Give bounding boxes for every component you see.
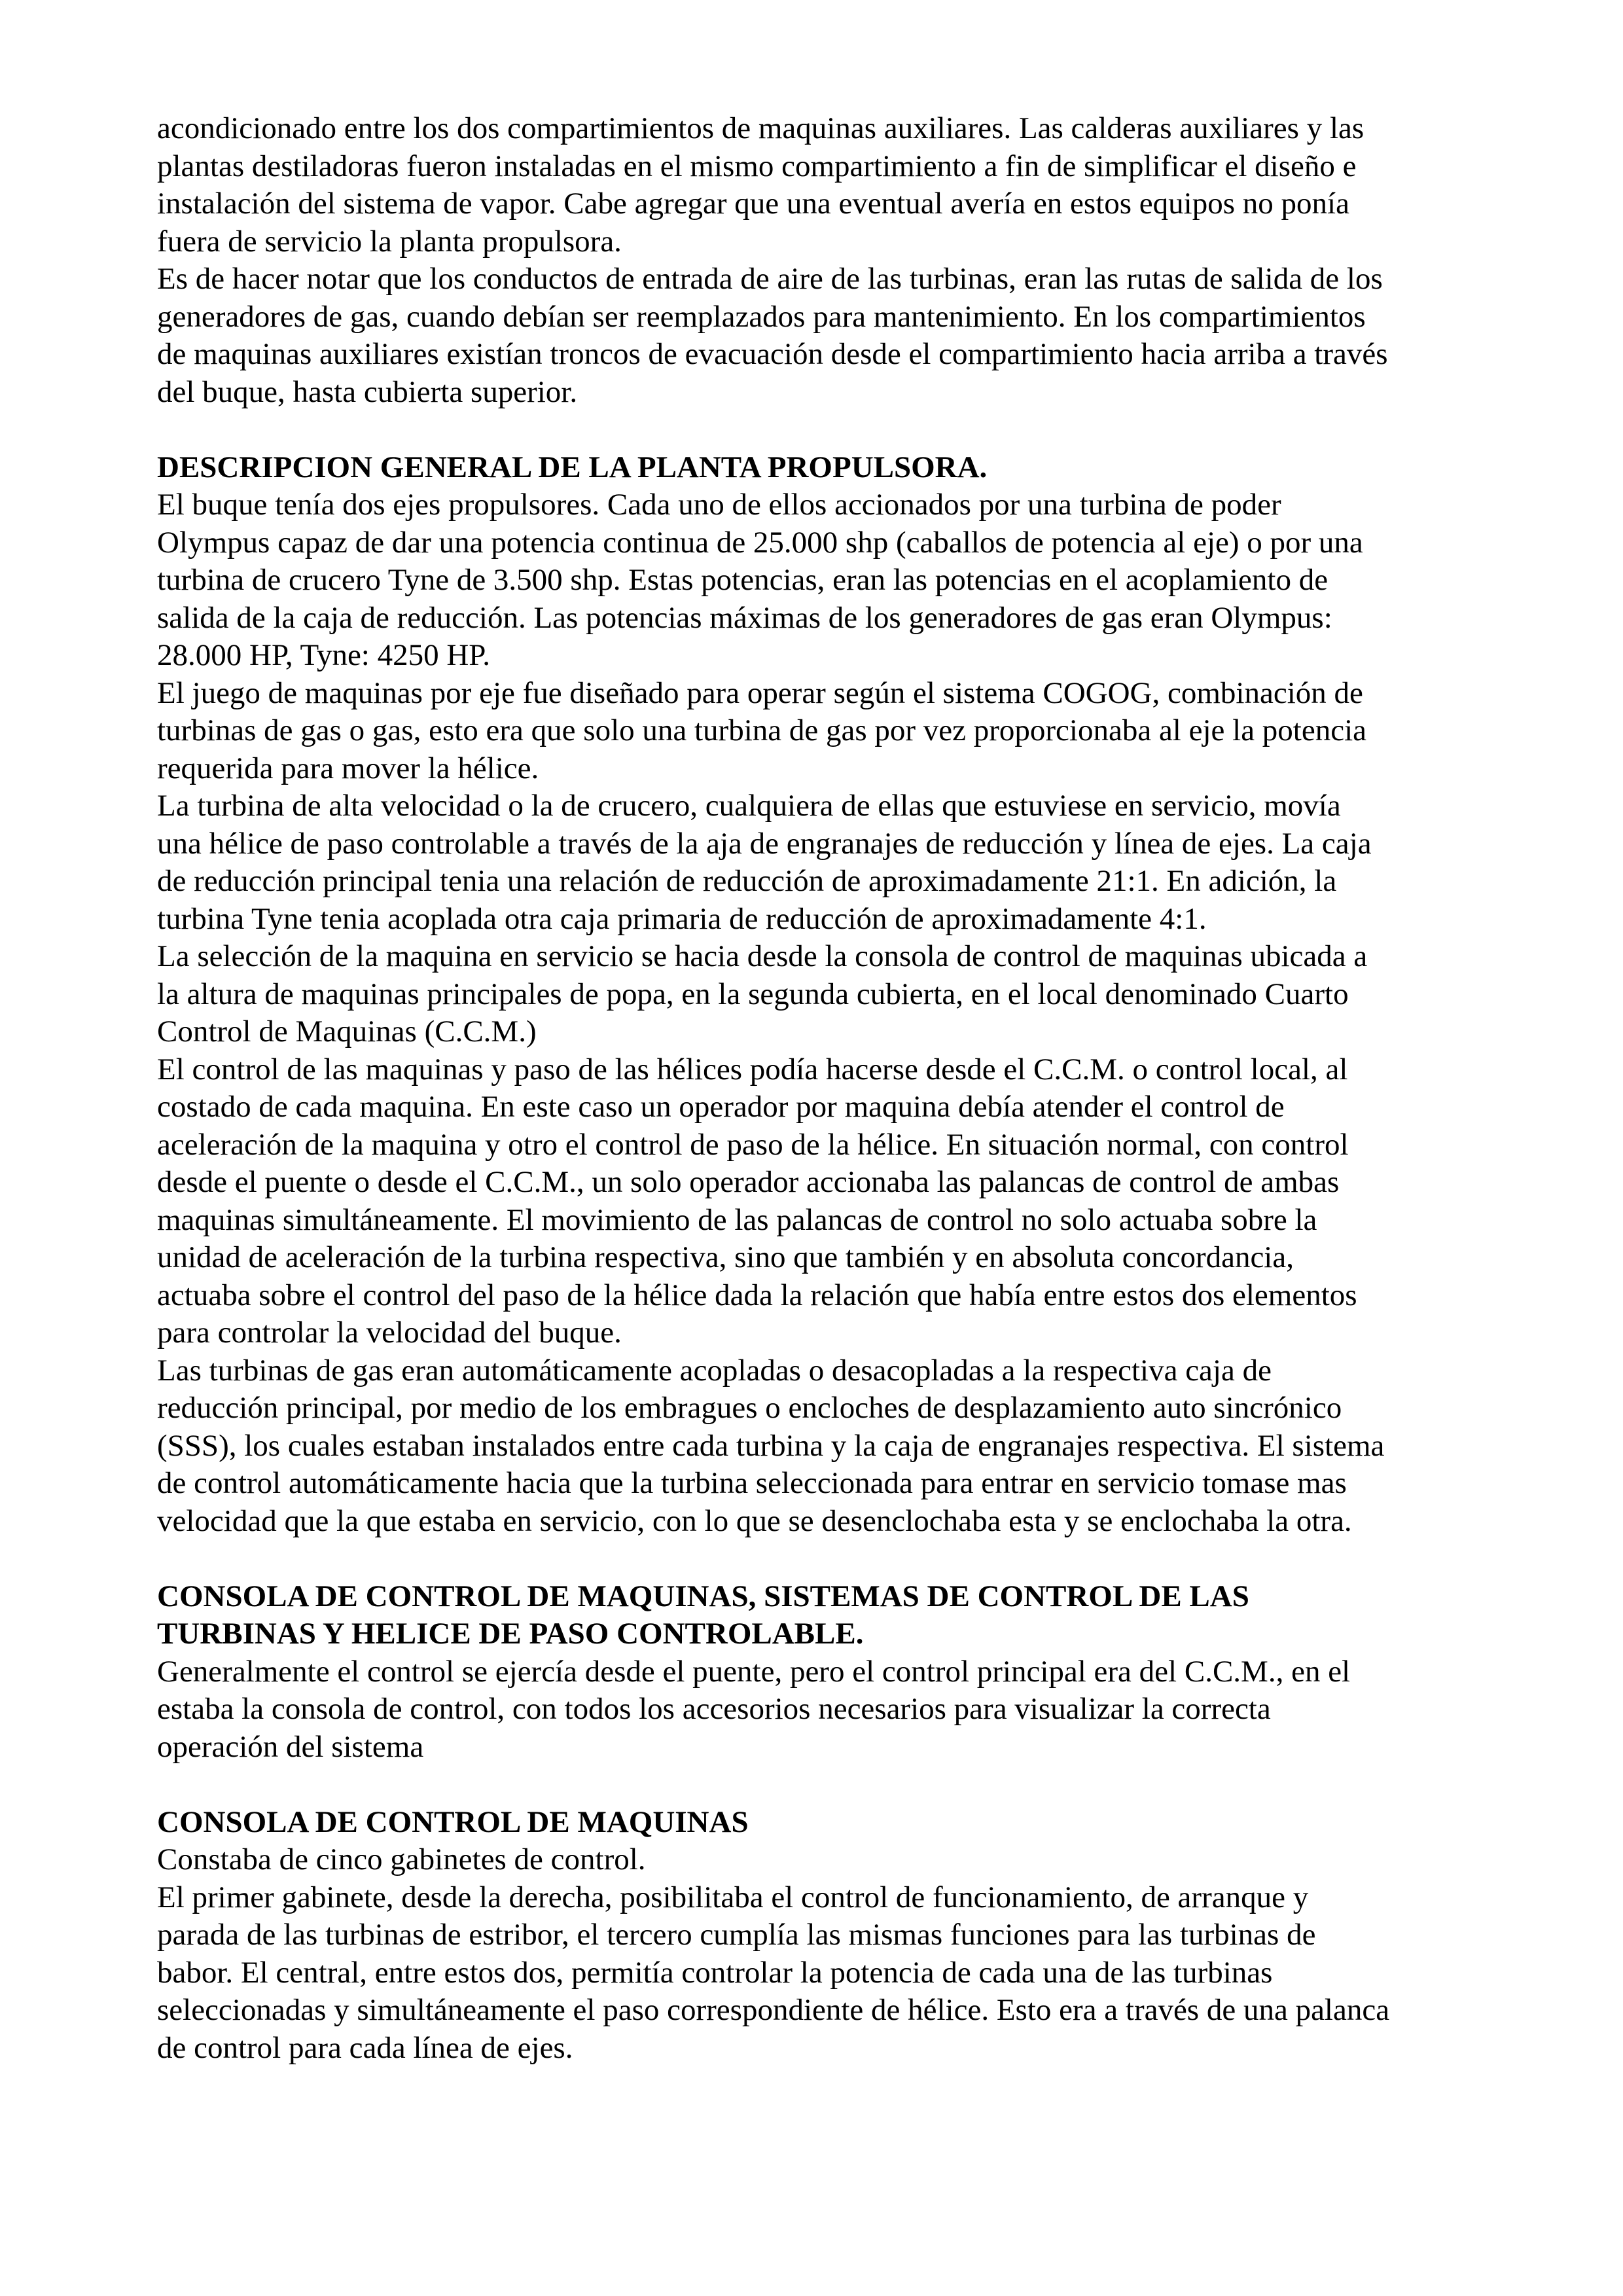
- body-paragraph: [157, 1841, 1479, 1879]
- text-line: Generalmente el control se ejercía desde el puente, pero el control principal era del C.C.M., en el: [157, 1654, 1351, 1689]
- body-paragraph: [157, 675, 1479, 788]
- text-line: de maquinas auxiliares existían troncos de evacuación desde el compartimiento hacia arriba a través: [157, 337, 1388, 371]
- body-paragraph: [157, 110, 1479, 260]
- text-line: El primer gabinete, desde la derecha, posibilitaba el control de funcionamiento, de arranque y: [157, 1880, 1309, 1914]
- text-line: la altura de maquinas principales de popa, en la segunda cubierta, en el local denominado Cuarto: [157, 977, 1349, 1011]
- body-paragraph: [157, 787, 1479, 938]
- text-line: acondicionado entre los dos compartimientos de maquinas auxiliares. Las calderas auxiliares y las: [157, 111, 1364, 145]
- text-line: de reducción principal tenia una relación de reducción de aproximadamente 21:1. En adición, la: [157, 864, 1337, 898]
- body-paragraph: [157, 1653, 1479, 1767]
- body-paragraph: [157, 486, 1479, 675]
- body-paragraph: [157, 1879, 1479, 2068]
- section-heading: [157, 449, 1479, 487]
- section-heading: [157, 1804, 1479, 1842]
- text-line: El buque tenía dos ejes propulsores. Cada uno de ellos accionados por una turbina de poder: [157, 488, 1281, 522]
- text-line: plantas destiladoras fueron instaladas en el mismo compartimiento a fin de simplificar el diseño e: [157, 149, 1357, 183]
- text-line: una hélice de paso controlable a través de la aja de engranajes de reducción y línea de ejes. La caja: [157, 826, 1372, 861]
- text-line: de control para cada línea de ejes.: [157, 2030, 573, 2065]
- text-line: operación del sistema: [157, 1729, 424, 1764]
- text-line: del buque, hasta cubierta superior.: [157, 374, 578, 409]
- document-page: [157, 110, 1479, 2067]
- text-line: maquinas simultáneamente. El movimiento de las palancas de control no solo actuaba sobre la: [157, 1202, 1317, 1237]
- text-line: Las turbinas de gas eran automáticamente acopladas o desacopladas a la respectiva caja de: [157, 1353, 1272, 1388]
- text-line: TURBINAS Y HELICE DE PASO CONTROLABLE.: [157, 1617, 864, 1651]
- text-line: DESCRIPCION GENERAL DE LA PLANTA PROPULSORA.: [157, 450, 988, 484]
- text-line: turbina Tyne tenia acoplada otra caja primaria de reducción de aproximadamente 4:1.: [157, 901, 1207, 936]
- text-line: estaba la consola de control, con todos los accesorios necesarios para visualizar la correcta: [157, 1692, 1271, 1726]
- text-line: La selección de la maquina en servicio se hacia desde la consola de control de maquinas ubicada a: [157, 939, 1368, 973]
- paragraph-spacer: [157, 1766, 1479, 1804]
- body-paragraph: [157, 938, 1479, 1051]
- paragraph-spacer: [157, 411, 1479, 449]
- text-line: velocidad que la que estaba en servicio, con lo que se desenclochaba esta y se enclochaba la otra.: [157, 1503, 1352, 1538]
- body-paragraph: [157, 1051, 1479, 1352]
- body-paragraph: [157, 1352, 1479, 1541]
- text-line: requerida para mover la hélice.: [157, 751, 539, 785]
- text-line: desde el puente o desde el C.C.M., un solo operador accionaba las palancas de control de ambas: [157, 1165, 1340, 1199]
- text-line: 28.000 HP, Tyne: 4250 HP.: [157, 638, 490, 672]
- text-line: generadores de gas, cuando debían ser reemplazados para mantenimiento. En los compartimientos: [157, 299, 1366, 334]
- text-line: fuera de servicio la planta propulsora.: [157, 224, 622, 259]
- text-line: Es de hacer notar que los conductos de entrada de aire de las turbinas, eran las rutas de salida de los: [157, 262, 1383, 296]
- text-line: de control automáticamente hacia que la turbina seleccionada para entrar en servicio tomase mas: [157, 1466, 1347, 1500]
- paragraph-spacer: [157, 1540, 1479, 1578]
- text-line: El control de las maquinas y paso de las hélices podía hacerse desde el C.C.M. o control local, al: [157, 1052, 1348, 1086]
- text-line: salida de la caja de reducción. Las potencias máximas de los generadores de gas eran Olympus:: [157, 600, 1332, 635]
- text-line: Control de Maquinas (C.C.M.): [157, 1014, 537, 1049]
- text-line: parada de las turbinas de estribor, el tercero cumplía las mismas funciones para las turbinas de: [157, 1918, 1316, 1952]
- text-line: CONSOLA DE CONTROL DE MAQUINAS: [157, 1804, 749, 1839]
- text-line: turbina de crucero Tyne de 3.500 shp. Estas potencias, eran las potencias en el acoplamiento de: [157, 563, 1329, 597]
- body-paragraph: [157, 260, 1479, 411]
- text-line: costado de cada maquina. En este caso un operador por maquina debía atender el control de: [157, 1090, 1285, 1124]
- text-line: turbinas de gas o gas, esto era que solo una turbina de gas por vez proporcionaba al eje la potencia: [157, 713, 1367, 747]
- text-line: instalación del sistema de vapor. Cabe agregar que una eventual avería en estos equipos no ponía: [157, 187, 1349, 221]
- text-line: El juego de maquinas por eje fue diseñado para operar según el sistema COGOG, combinación de: [157, 675, 1363, 710]
- text-line: Olympus capaz de dar una potencia continua de 25.000 shp (caballos de potencia al eje) o por una: [157, 525, 1363, 560]
- text-line: actuaba sobre el control del paso de la hélice dada la relación que había entre estos dos elementos: [157, 1278, 1357, 1312]
- text-line: (SSS), los cuales estaban instalados entre cada turbina y la caja de engranajes respectiva. El sistema: [157, 1428, 1385, 1463]
- text-line: para controlar la velocidad del buque.: [157, 1316, 622, 1350]
- section-heading: [157, 1578, 1479, 1653]
- text-line: CONSOLA DE CONTROL DE MAQUINAS, SISTEMAS DE CONTROL DE LAS: [157, 1579, 1249, 1613]
- text-line: Constaba de cinco gabinetes de control.: [157, 1842, 646, 1876]
- text-line: unidad de aceleración de la turbina respectiva, sino que también y en absoluta concordancia,: [157, 1240, 1294, 1274]
- text-line: babor. El central, entre estos dos, permitía controlar la potencia de cada una de las turbinas: [157, 1955, 1273, 1990]
- text-line: reducción principal, por medio de los embragues o encloches de desplazamiento auto sincrónico: [157, 1391, 1342, 1425]
- text-line: seleccionadas y simultáneamente el paso correspondiente de hélice. Esto era a través de una palanca: [157, 1993, 1390, 2027]
- text-line: La turbina de alta velocidad o la de crucero, cualquiera de ellas que estuviese en servicio, movía: [157, 789, 1341, 823]
- text-line: aceleración de la maquina y otro el control de paso de la hélice. En situación normal, con control: [157, 1127, 1349, 1162]
